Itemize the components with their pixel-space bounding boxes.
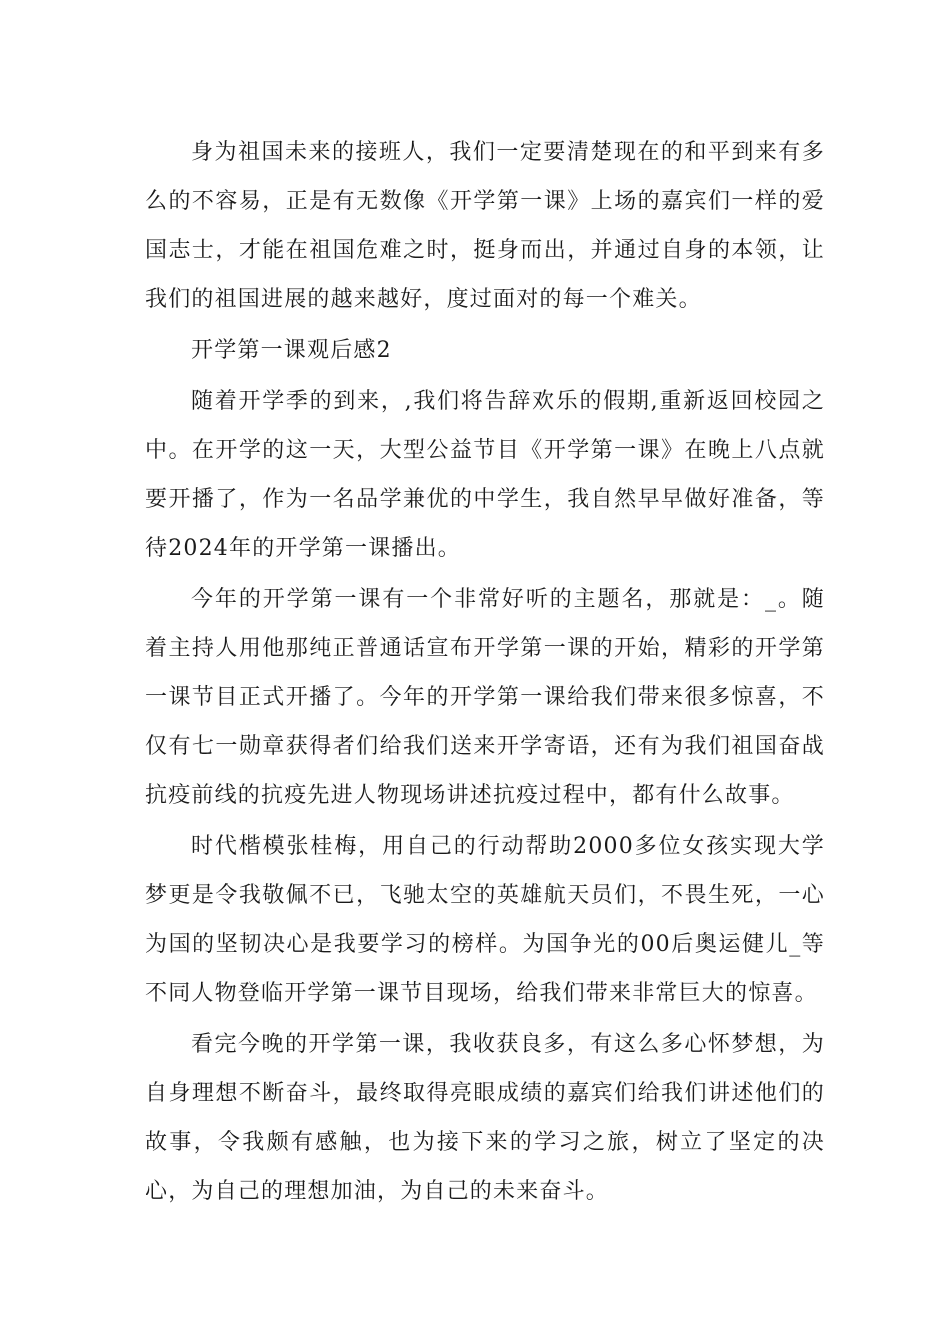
paragraph: 随着开学季的到来，,我们将告辞欢乐的假期,重新返回校园之中。在开学的这一天，大型公益节目《开学第一课》在晚上八点就要开播了，作为一名品学兼优的中学生，我自然早早做好准备，等待2024年的开学第一课播出。 <box>145 389 825 561</box>
document-body <box>145 128 825 1216</box>
paragraph: 身为祖国未来的接班人，我们一定要清楚现在的和平到来有多么的不容易，正是有无数像《开学第一课》上场的嘉宾们一样的爱国志士，才能在祖国危难之时，挺身而出，并通过自身的本领，让我们的祖国进展的越来越好，度过面对的每一个难关。 <box>145 140 825 312</box>
section-heading: 开学第一课观后感2 <box>191 338 392 363</box>
paragraph: 看完今晚的开学第一课，我收获良多，有这么多心怀梦想，为自身理想不断奋斗，最终取得亮眼成绩的嘉宾们给我们讲述他们的故事，令我颇有感触，也为接下来的学习之旅，树立了坚定的决心，为自己的理想加油，为自己的未来奋斗。 <box>145 1032 825 1204</box>
paragraph: 时代楷模张桂梅，用自己的行动帮助2000多位女孩实现大学梦更是令我敬佩不已，飞驰太空的英雄航天员们，不畏生死，一心为国的坚韧决心是我要学习的榜样。为国争光的00后奥运健儿_等不同人物登临开学第一课节目现场，给我们带来非常巨大的惊喜。 <box>145 834 825 1006</box>
paragraph: 今年的开学第一课有一个非常好听的主题名，那就是：_。随着主持人用他那纯正普通话宣布开学第一课的开始，精彩的开学第一课节目正式开播了。今年的开学第一课给我们带来很多惊喜，不仅有七一勋章获得者们给我们送来开学寄语，还有为我们祖国奋战抗疫前线的抗疫先进人物现场讲述抗疫过程中，都有什么故事。 <box>145 587 825 808</box>
